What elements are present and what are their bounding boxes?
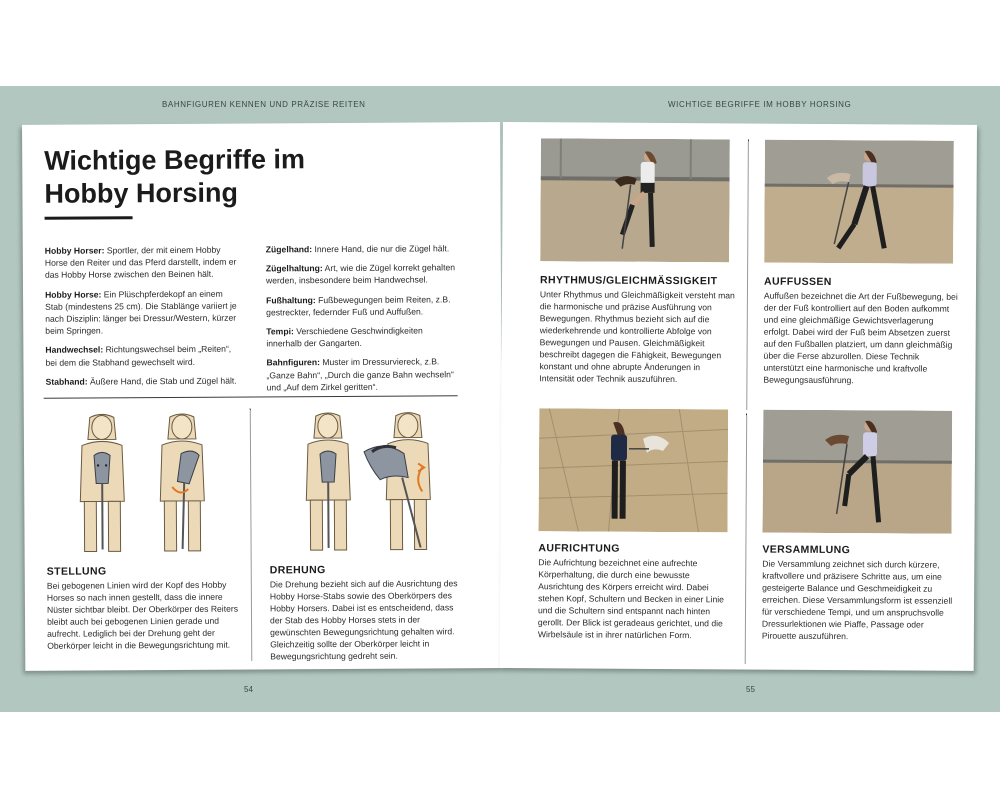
section-heading: AUFRICHTUNG bbox=[538, 542, 620, 555]
rider-figure-icon bbox=[160, 414, 205, 551]
glossary-column-1 bbox=[45, 244, 238, 395]
column-divider bbox=[745, 413, 748, 663]
rider-figure-icon bbox=[306, 413, 351, 550]
glossary-entry: Zügelhaltung: Art, wie die Zügel korrekt gehalten werden, insbesondere beim Handwechsel. bbox=[265, 262, 456, 286]
auffussen-photo bbox=[764, 140, 954, 264]
stellung-illustration bbox=[46, 409, 247, 560]
page-number-right: 55 bbox=[746, 685, 755, 694]
glossary-entry: Hobby Horse: Ein Plüschpferdekopf an einem Stab (mindestens 25 cm). Die Stablänge variiert je nach Disziplin: länger bei Dressur/Western, kürzer beim Springen. bbox=[45, 288, 237, 337]
glossary-entry: Hobby Horser: Sportler, der mit einem Hobby Horse den Reiter und das Pferd darstellt, indem er das Hobby Horse zwischen den Beinen hält. bbox=[44, 244, 237, 281]
glossary-entry: Handwechsel: Richtungswechsel beim „Reiten“, bei dem die Stabhand gewechselt wird. bbox=[45, 344, 232, 368]
section-text: Die Drehung bezieht sich auf die Ausrichtung des Hobby Horse-Stabs sowie des Oberkörpers des Hobby Horsers. Dabei ist es entscheidend, dass der Stab des Hobby Horses stets in der gewünschten Bewegungsrichtung gehalten wird. Gleichzeitig sollte der Oberkörper leicht in Bewegungsrichtung gedreht sein. bbox=[269, 578, 458, 662]
page-number-left: 54 bbox=[244, 685, 253, 694]
column-divider bbox=[746, 139, 749, 409]
rider-figure-icon bbox=[364, 412, 431, 549]
versammlung-photo bbox=[762, 410, 952, 534]
drehung-illustration bbox=[272, 407, 473, 558]
section-heading: VERSAMMLUNG bbox=[762, 543, 851, 557]
section-heading: STELLUNG bbox=[46, 565, 107, 578]
section-text: Auffußen bezeichnet die Art der Fußbewegung, bei der der Fuß kontrolliert auf den Boden aufkommt und eine gleichmäßige Gewichtsverlagerung erfolgt. Dabei wird der Fuß beim Absetzen zuerst auf den Fußballen platziert, um dann gleichmäßig über die Ferse abzurollen. Diese Technik unterstützt eine harmonische und kraftvolle Bewegungsausführung. bbox=[763, 290, 958, 386]
column-divider bbox=[250, 409, 253, 661]
section-text: Unter Rhythmus und Gleichmäßigkeit versteht man die harmonische und präzise Ausführung von Bewegungen. Rhythmus bezieht sich auf die wiederkehrende und kontrollierte Abfolge von Bewegungen und Pausen. Gleichmäßigkeit beschreibt dagegen die Fähigkeit, Bewegungen konstant und ohne abrupte Änderungen in Intensität oder Technik auszuführen. bbox=[539, 289, 735, 385]
section-text: Die Aufrichtung bezeichnet eine aufrechte Körperhaltung, die durch eine bewusste Ausrichtung des Körpers erreicht wird. Dabei stehen Kopf, Schultern und Becken in einer Linie und die Schultern sind entspannt nach hinten gerollt. Der Blick ist geradeaus gerichtet, und die Wirbelsäule ist in ihrer natürlichen Form. bbox=[537, 557, 724, 641]
glossary-column-2 bbox=[266, 242, 459, 400]
rider-figure-icon bbox=[80, 414, 125, 551]
rhythmus-photo bbox=[540, 138, 730, 262]
right-page bbox=[500, 122, 977, 671]
title-underline bbox=[45, 216, 133, 220]
left-page bbox=[22, 122, 503, 671]
section-text: Die Versammlung zeichnet sich durch kürzere, kraftvollere und präzisere Schritte aus, um eine gesteigerte Balance und Geschmeidigkeit zu erreichen. Diese Versammlungsform ist essenziell für verschiedene Tempi, und um anspruchsvolle Dressurlektionen wie Piaffe, Passage oder Pirouette auszuführen. bbox=[761, 558, 953, 642]
glossary-entry: Tempi: Verschiedene Geschwindigkeiten innerhalb der Gangarten. bbox=[266, 325, 423, 349]
page-title: Wichtige Begriffe im Hobby Horsing bbox=[44, 144, 306, 209]
section-heading: AUFFUSSEN bbox=[763, 275, 832, 289]
section-heading: DREHUNG bbox=[269, 564, 326, 577]
glossary-entry: Zügelhand: Innere Hand, die nur die Zügel hält. bbox=[265, 243, 450, 255]
running-head-right: WICHTIGE BEGRIFFE IM HOBBY HORSING bbox=[668, 100, 852, 109]
section-text: Bei gebogenen Linien wird der Kopf des Hobby Horses so nach innen gestellt, dass die innere Nüster sichtbar bleibt. Der Oberkörper des Reiters bleibt auch bei gebogenen Linien gerade und aufrecht. Lediglich bei der Drehung geht der Oberkörper leicht in die Bewegungsrichtung mit. bbox=[46, 579, 239, 651]
glossary-entry: Fußhaltung: Fußbewegungen beim Reiten, z.B. gestreckter, federnder Fuß und Auffußen. bbox=[266, 293, 451, 318]
glossary-entry: Bahnfiguren: Muster im Dressurviereck, z.B. „Ganze Bahn“, „Durch die ganze Bahn wechseln“ und „Auf dem Zirkel geritten“. bbox=[266, 356, 454, 393]
aufrichtung-photo bbox=[539, 408, 729, 532]
section-heading: RHYTHMUS/GLEICHMÄSSIGKEIT bbox=[539, 274, 718, 288]
glossary-entry: Stabhand: Äußere Hand, die Stab und Zügel hält. bbox=[45, 375, 237, 387]
running-head-left: BAHNFIGUREN KENNEN UND PRÄZISE REITEN bbox=[162, 100, 366, 109]
